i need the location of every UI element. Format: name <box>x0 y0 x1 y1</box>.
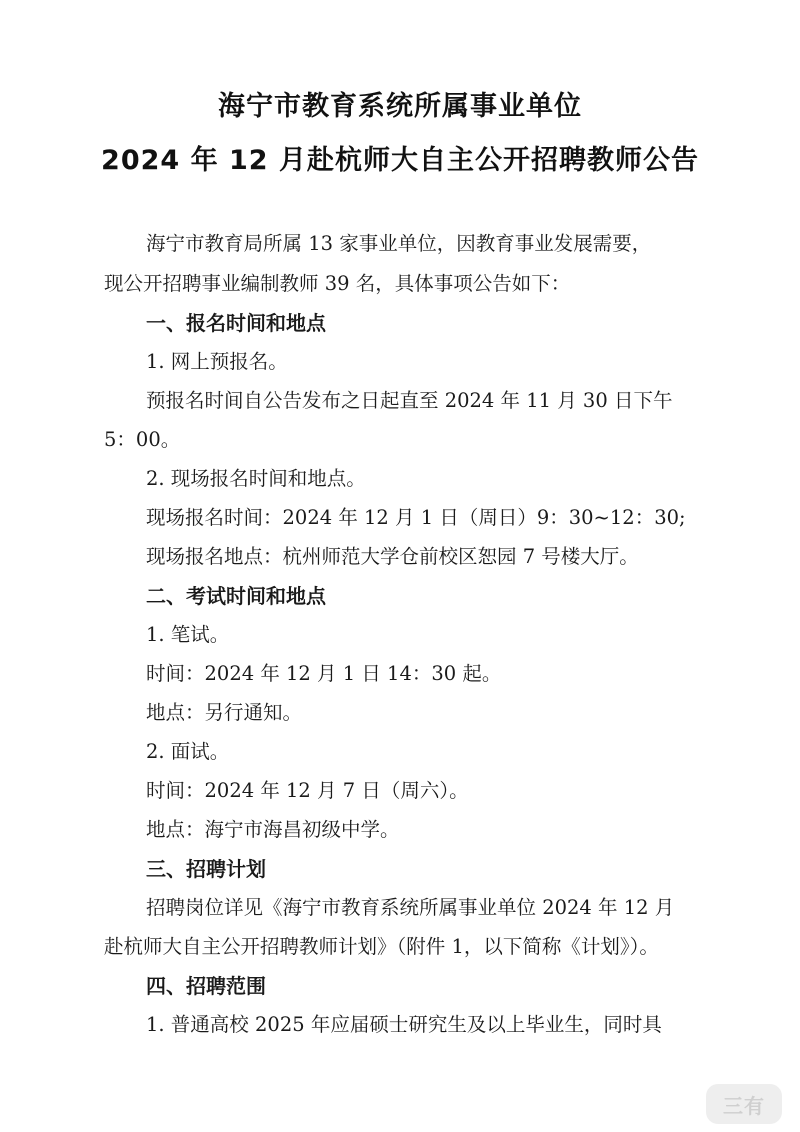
section-heading-exam: 二、考试时间和地点 <box>146 584 326 608</box>
onsite-registration-time: 现场报名时间：2024 年 12 月 1 日（周日）9：30~12：30; <box>146 506 686 529</box>
watermark-badge <box>706 1084 782 1124</box>
document-title-line-2: 2024 年 12 月赴杭师大自主公开招聘教师公告 <box>101 145 699 176</box>
preregistration-time-line-2: 5：00。 <box>104 428 181 451</box>
scope-item-1: 1. 普通高校 2025 年应届硕士研究生及以上毕业生，同时具 <box>146 1013 662 1036</box>
interview-time: 时间：2024 年 12 月 7 日（周六）。 <box>146 779 469 802</box>
preregistration-time-line-1: 预报名时间自公告发布之日起直至 2024 年 11 月 30 日下午 <box>146 389 673 412</box>
section-heading-registration: 一、报名时间和地点 <box>146 311 326 335</box>
written-exam-location: 地点：另行通知。 <box>146 701 303 724</box>
onsite-registration-location: 现场报名地点：杭州师范大学仓前校区恕园 7 号楼大厅。 <box>146 545 639 568</box>
intro-paragraph-line-2: 现公开招聘事业编制教师 39 名，具体事项公告如下： <box>104 272 571 295</box>
onsite-registration-item: 2. 现场报名时间和地点。 <box>146 467 366 490</box>
written-exam-time: 时间：2024 年 12 月 1 日 14：30 起。 <box>146 662 502 685</box>
interview-location: 地点：海宁市海昌初级中学。 <box>146 818 400 841</box>
plan-paragraph-line-2: 赴杭师大自主公开招聘教师计划》（附件 1，以下简称《计划》）。 <box>104 935 659 958</box>
plan-paragraph-line-1: 招聘岗位详见《海宁市教育系统所属事业单位 2024 年 12 月 <box>146 896 675 919</box>
interview-item: 2. 面试。 <box>146 740 230 763</box>
section-heading-scope: 四、招聘范围 <box>146 974 266 998</box>
section-heading-plan: 三、招聘计划 <box>146 857 266 881</box>
document-title-line-1: 海宁市教育系统所属事业单位 <box>218 91 582 122</box>
written-exam-item: 1. 笔试。 <box>146 623 230 646</box>
watermark-text: 三有 <box>723 1093 765 1118</box>
online-preregistration-item: 1. 网上预报名。 <box>146 350 288 373</box>
intro-paragraph-line-1: 海宁市教育局所属 13 家事业单位，因教育事业发展需要， <box>146 232 652 255</box>
